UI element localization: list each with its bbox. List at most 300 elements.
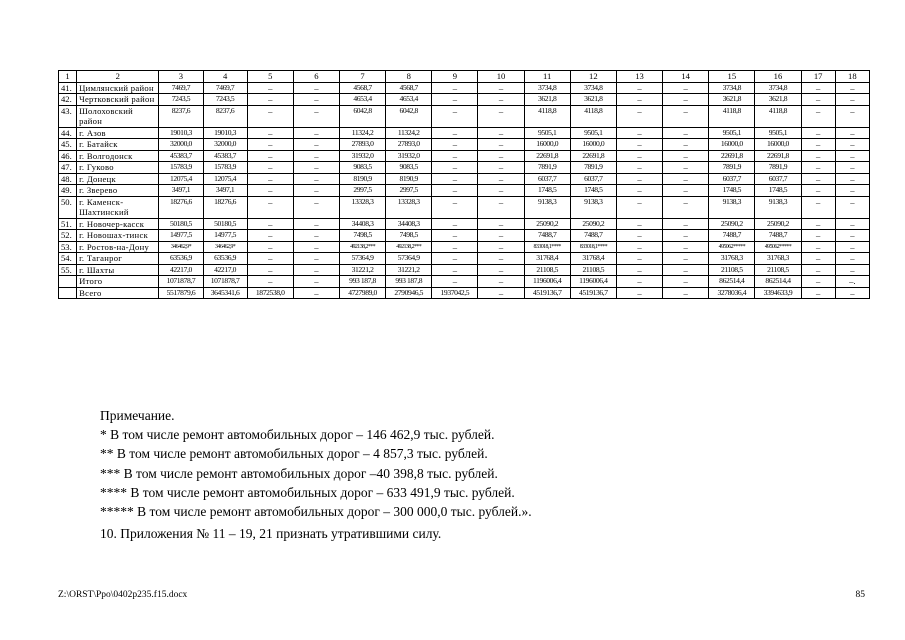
value-cell: – — [432, 127, 478, 139]
value-cell: – — [616, 173, 662, 185]
value-cell: – — [801, 276, 835, 288]
value-cell: – — [835, 241, 869, 253]
footer-file-path: Z:\ORST\Ppo\0402p235.f15.docx — [58, 590, 188, 600]
value-cell: – — [293, 162, 339, 174]
value-cell: – — [835, 230, 869, 242]
value-cell: – — [432, 196, 478, 218]
value-cell: – — [616, 139, 662, 151]
value-cell: 25090,2 — [709, 218, 755, 230]
value-cell: 4118,8 — [755, 105, 801, 127]
column-header: 17 — [801, 71, 835, 83]
value-cell: – — [293, 105, 339, 127]
notes-title: Примечание. — [100, 408, 175, 423]
value-cell: 8190,9 — [339, 173, 385, 185]
value-cell: 50180,5 — [203, 218, 247, 230]
value-cell: 4519136,7 — [524, 287, 570, 299]
value-cell: – — [247, 241, 293, 253]
value-cell: –. — [835, 276, 869, 288]
value-cell: 492138,2*** — [339, 241, 385, 253]
value-cell: 14977,5 — [203, 230, 247, 242]
value-cell: 9505,1 — [755, 127, 801, 139]
row-number-cell: 51. — [59, 218, 77, 230]
value-cell: – — [801, 196, 835, 218]
municipality-cell: г. Новочер-касск — [77, 218, 159, 230]
municipality-cell: г. Донецк — [77, 173, 159, 185]
column-header: 10 — [478, 71, 524, 83]
value-cell: 7243,5 — [203, 94, 247, 106]
value-cell: 1748,5 — [570, 185, 616, 197]
column-header: 7 — [339, 71, 385, 83]
value-cell: – — [801, 218, 835, 230]
municipality-cell: г. Азов — [77, 127, 159, 139]
row-number-cell: 48. — [59, 173, 77, 185]
value-cell: 57364,9 — [339, 253, 385, 265]
value-cell: – — [432, 173, 478, 185]
value-cell: 32000,0 — [159, 139, 203, 151]
value-cell: – — [663, 230, 709, 242]
value-cell: 4118,8 — [524, 105, 570, 127]
value-cell: 6037,7 — [755, 173, 801, 185]
value-cell: – — [478, 287, 524, 299]
value-cell: – — [247, 162, 293, 174]
value-cell: – — [432, 253, 478, 265]
table-row — [59, 230, 870, 242]
value-cell: 27893,0 — [339, 139, 385, 151]
value-cell: 1071878,7 — [203, 276, 247, 288]
column-header: 2 — [77, 71, 159, 83]
value-cell: 16000,0 — [755, 139, 801, 151]
value-cell: 25090,2 — [570, 218, 616, 230]
row-number-cell: 44. — [59, 127, 77, 139]
value-cell: 6037,7 — [709, 173, 755, 185]
value-cell: 2790946,5 — [386, 287, 432, 299]
value-cell: – — [247, 173, 293, 185]
value-cell: 7488,7 — [524, 230, 570, 242]
value-cell: 57364,9 — [386, 253, 432, 265]
value-cell: 993 187,8 — [386, 276, 432, 288]
value-cell: – — [478, 264, 524, 276]
value-cell: – — [478, 276, 524, 288]
value-cell: – — [663, 150, 709, 162]
value-cell: – — [616, 105, 662, 127]
value-cell: 16000,0 — [524, 139, 570, 151]
value-cell: – — [616, 276, 662, 288]
column-header: 18 — [835, 71, 869, 83]
row-number-cell: 55. — [59, 264, 77, 276]
value-cell: – — [478, 82, 524, 94]
value-cell: – — [663, 82, 709, 94]
value-cell: 22691,8 — [709, 150, 755, 162]
municipality-cell: г. Шахты — [77, 264, 159, 276]
municipality-cell: г. Батайск — [77, 139, 159, 151]
value-cell: 833018,1**** — [524, 241, 570, 253]
value-cell: 9083,5 — [339, 162, 385, 174]
value-cell: 8190,9 — [386, 173, 432, 185]
value-cell: 9138,3 — [709, 196, 755, 218]
table-row — [59, 241, 870, 253]
value-cell: – — [663, 276, 709, 288]
municipality-cell: Цимлянский район — [77, 82, 159, 94]
value-cell: 11324,2 — [339, 127, 385, 139]
value-cell: 1748,5 — [709, 185, 755, 197]
value-cell: – — [835, 287, 869, 299]
municipality-cell: г. Каменск-Шахтинский — [77, 196, 159, 218]
value-cell: – — [801, 230, 835, 242]
table-row — [59, 162, 870, 174]
value-cell: 6042,8 — [386, 105, 432, 127]
value-cell: 13328,3 — [339, 196, 385, 218]
value-cell: – — [801, 139, 835, 151]
value-cell: 7498,5 — [339, 230, 385, 242]
value-cell: 8237,6 — [159, 105, 203, 127]
value-cell: 7891,9 — [755, 162, 801, 174]
value-cell: 31768,3 — [709, 253, 755, 265]
value-cell: 3734,8 — [570, 82, 616, 94]
value-cell: 1071878,7 — [159, 276, 203, 288]
value-cell: 32000,0 — [203, 139, 247, 151]
value-cell: 9138,3 — [524, 196, 570, 218]
value-cell: – — [835, 196, 869, 218]
value-cell: – — [801, 253, 835, 265]
value-cell: 31768,3 — [755, 253, 801, 265]
note-line-2: ** В том числе ремонт автомобильных дорог – 4 857,3 тыс. рублей. — [100, 446, 488, 462]
value-cell: 495062***** — [709, 241, 755, 253]
value-cell: 833018,1**** — [570, 241, 616, 253]
value-cell: – — [616, 253, 662, 265]
value-cell: 4653,4 — [339, 94, 385, 106]
value-cell: 1196006,4 — [524, 276, 570, 288]
municipality-cell: г. Волгодонск — [77, 150, 159, 162]
value-cell: 34408,3 — [386, 218, 432, 230]
column-header: 15 — [709, 71, 755, 83]
value-cell: 22691,8 — [524, 150, 570, 162]
value-cell: – — [801, 162, 835, 174]
value-cell: – — [247, 196, 293, 218]
value-cell: – — [293, 185, 339, 197]
column-header: 1 — [59, 71, 77, 83]
value-cell: – — [801, 287, 835, 299]
value-cell: – — [432, 139, 478, 151]
table-row — [59, 218, 870, 230]
value-cell: 31221,2 — [386, 264, 432, 276]
value-cell: – — [293, 287, 339, 299]
value-cell: 22691,8 — [755, 150, 801, 162]
value-cell: 3497,1 — [159, 185, 203, 197]
value-cell: 11324,2 — [386, 127, 432, 139]
value-cell: 7488,7 — [570, 230, 616, 242]
value-cell: – — [663, 162, 709, 174]
table-row — [59, 82, 870, 94]
value-cell: – — [616, 241, 662, 253]
row-number-cell: 41. — [59, 82, 77, 94]
value-cell: – — [616, 196, 662, 218]
table-row — [59, 196, 870, 218]
municipality-cell: Чертковский район — [77, 94, 159, 106]
value-cell: 3497,1 — [203, 185, 247, 197]
value-cell: – — [478, 105, 524, 127]
value-cell: – — [247, 185, 293, 197]
value-cell: – — [835, 218, 869, 230]
value-cell: 25090,2 — [524, 218, 570, 230]
value-cell: 63536,9 — [203, 253, 247, 265]
value-cell: – — [293, 173, 339, 185]
value-cell: 3394633,9 — [755, 287, 801, 299]
table-row — [59, 127, 870, 139]
value-cell: – — [293, 253, 339, 265]
column-header: 9 — [432, 71, 478, 83]
row-number-cell — [59, 276, 77, 288]
value-cell: – — [801, 150, 835, 162]
value-cell: – — [663, 127, 709, 139]
value-cell: 6042,8 — [339, 105, 385, 127]
value-cell: – — [293, 218, 339, 230]
value-cell: 346462,9* — [159, 241, 203, 253]
value-cell: – — [663, 241, 709, 253]
value-cell: – — [293, 196, 339, 218]
value-cell: – — [432, 230, 478, 242]
value-cell: 3734,8 — [524, 82, 570, 94]
value-cell: 12075,4 — [203, 173, 247, 185]
value-cell: 42217,0 — [203, 264, 247, 276]
value-cell: – — [801, 127, 835, 139]
value-cell: 13328,3 — [386, 196, 432, 218]
column-header: 6 — [293, 71, 339, 83]
value-cell: – — [801, 94, 835, 106]
value-cell: 19010,3 — [159, 127, 203, 139]
value-cell: – — [247, 105, 293, 127]
table-row — [59, 185, 870, 197]
value-cell: 862514,4 — [709, 276, 755, 288]
value-cell: – — [478, 139, 524, 151]
value-cell: 7488,7 — [755, 230, 801, 242]
value-cell: – — [293, 127, 339, 139]
municipality-cell: Итого — [77, 276, 159, 288]
value-cell: 9505,1 — [709, 127, 755, 139]
value-cell: – — [293, 276, 339, 288]
value-cell: – — [247, 230, 293, 242]
value-cell: – — [616, 127, 662, 139]
table-row — [59, 105, 870, 127]
value-cell: 3621,8 — [570, 94, 616, 106]
value-cell: – — [801, 241, 835, 253]
municipality-cell: Шолоховский район — [77, 105, 159, 127]
value-cell: 9083,5 — [386, 162, 432, 174]
value-cell: – — [663, 264, 709, 276]
column-header: 14 — [663, 71, 709, 83]
value-cell: 21108,5 — [570, 264, 616, 276]
value-cell: 16000,0 — [709, 139, 755, 151]
row-number-cell: 53. — [59, 241, 77, 253]
table-row — [59, 173, 870, 185]
value-cell: – — [478, 241, 524, 253]
value-cell: 45383,7 — [159, 150, 203, 162]
value-cell: – — [663, 94, 709, 106]
table-row — [59, 150, 870, 162]
row-number-cell: 45. — [59, 139, 77, 151]
value-cell: 12075,4 — [159, 173, 203, 185]
column-header: 16 — [755, 71, 801, 83]
value-cell: 34408,3 — [339, 218, 385, 230]
value-cell: 3621,8 — [755, 94, 801, 106]
value-cell: 25090,2 — [755, 218, 801, 230]
column-header: 3 — [159, 71, 203, 83]
column-header: 8 — [386, 71, 432, 83]
row-number-cell: 42. — [59, 94, 77, 106]
value-cell: – — [616, 162, 662, 174]
value-cell: 21108,5 — [755, 264, 801, 276]
value-cell: – — [478, 253, 524, 265]
value-cell: – — [247, 264, 293, 276]
row-number-cell: 52. — [59, 230, 77, 242]
value-cell: – — [293, 139, 339, 151]
value-cell: – — [432, 162, 478, 174]
row-number-cell: 43. — [59, 105, 77, 127]
column-header: 4 — [203, 71, 247, 83]
value-cell: 9505,1 — [524, 127, 570, 139]
value-cell: – — [293, 230, 339, 242]
table-row — [59, 276, 870, 288]
value-cell: 7469,7 — [203, 82, 247, 94]
value-cell: – — [432, 264, 478, 276]
municipality-cell: Всего — [77, 287, 159, 299]
value-cell: – — [663, 185, 709, 197]
value-cell: – — [432, 276, 478, 288]
value-cell: 3734,8 — [755, 82, 801, 94]
value-cell: 45383,7 — [203, 150, 247, 162]
value-cell: 1748,5 — [524, 185, 570, 197]
value-cell: – — [247, 127, 293, 139]
value-cell: – — [663, 139, 709, 151]
value-cell: – — [616, 82, 662, 94]
note-line-5: ***** В том числе ремонт автомобильных дорог – 300 000,0 тыс. рублей.». — [100, 504, 532, 520]
value-cell: – — [616, 230, 662, 242]
value-cell: – — [247, 82, 293, 94]
value-cell: – — [478, 185, 524, 197]
value-cell: 31768,4 — [570, 253, 616, 265]
value-cell: 3734,8 — [709, 82, 755, 94]
value-cell: – — [835, 173, 869, 185]
value-cell: 346462,9* — [203, 241, 247, 253]
value-cell: – — [478, 162, 524, 174]
value-cell: 7891,9 — [570, 162, 616, 174]
value-cell: 4568,7 — [339, 82, 385, 94]
value-cell: 27893,0 — [386, 139, 432, 151]
municipality-cell: г. Ростов-на-Дону — [77, 241, 159, 253]
value-cell: – — [478, 218, 524, 230]
value-cell: 4727989,0 — [339, 287, 385, 299]
value-cell: 7469,7 — [159, 82, 203, 94]
value-cell: 21108,5 — [709, 264, 755, 276]
value-cell: – — [801, 185, 835, 197]
value-cell: – — [247, 276, 293, 288]
value-cell: 495062***** — [755, 241, 801, 253]
value-cell: – — [835, 127, 869, 139]
value-cell: – — [478, 94, 524, 106]
value-cell: 2997,5 — [339, 185, 385, 197]
value-cell: 1937042,5 — [432, 287, 478, 299]
value-cell: – — [663, 287, 709, 299]
value-cell: – — [432, 185, 478, 197]
value-cell: – — [801, 173, 835, 185]
value-cell: 4118,8 — [709, 105, 755, 127]
value-cell: – — [801, 82, 835, 94]
value-cell: 9138,3 — [570, 196, 616, 218]
row-number-cell: 46. — [59, 150, 77, 162]
value-cell: 31932,0 — [386, 150, 432, 162]
value-cell: – — [247, 139, 293, 151]
value-cell: – — [293, 264, 339, 276]
value-cell: – — [663, 253, 709, 265]
row-number-cell: 47. — [59, 162, 77, 174]
value-cell: – — [293, 94, 339, 106]
value-cell: – — [478, 196, 524, 218]
municipality-cell: г. Гуково — [77, 162, 159, 174]
value-cell: 42217,0 — [159, 264, 203, 276]
value-cell: – — [293, 82, 339, 94]
value-cell: – — [616, 185, 662, 197]
value-cell: 3278036,4 — [709, 287, 755, 299]
value-cell: 4118,8 — [570, 105, 616, 127]
value-cell: – — [616, 287, 662, 299]
row-number-cell — [59, 287, 77, 299]
column-header: 13 — [616, 71, 662, 83]
value-cell: – — [432, 94, 478, 106]
value-cell: 31768,4 — [524, 253, 570, 265]
value-cell: 50180,5 — [159, 218, 203, 230]
value-cell: – — [616, 150, 662, 162]
value-cell: – — [478, 127, 524, 139]
value-cell: – — [835, 162, 869, 174]
value-cell: – — [478, 230, 524, 242]
table-row — [59, 287, 870, 299]
value-cell: 22691,8 — [570, 150, 616, 162]
value-cell: 3621,8 — [524, 94, 570, 106]
value-cell: – — [663, 196, 709, 218]
row-number-cell: 54. — [59, 253, 77, 265]
value-cell: – — [801, 264, 835, 276]
value-cell: 15783,9 — [203, 162, 247, 174]
value-cell: 18276,6 — [203, 196, 247, 218]
value-cell: 4519136,7 — [570, 287, 616, 299]
note-line-3: *** В том числе ремонт автомобильных дорог –40 398,8 тыс. рублей. — [100, 465, 498, 481]
value-cell: – — [247, 218, 293, 230]
value-cell: 6037,7 — [570, 173, 616, 185]
value-cell: 1872538,0 — [247, 287, 293, 299]
value-cell: – — [616, 218, 662, 230]
column-header: 5 — [247, 71, 293, 83]
value-cell: – — [247, 94, 293, 106]
value-cell: 15783,9 — [159, 162, 203, 174]
value-cell: – — [801, 105, 835, 127]
value-cell: – — [478, 173, 524, 185]
value-cell: – — [663, 218, 709, 230]
value-cell: – — [293, 150, 339, 162]
value-cell: 9505,1 — [570, 127, 616, 139]
value-cell: 8237,6 — [203, 105, 247, 127]
value-cell: 1748,5 — [755, 185, 801, 197]
value-cell: – — [478, 150, 524, 162]
column-header: 12 — [570, 71, 616, 83]
value-cell: 492138,2*** — [386, 241, 432, 253]
value-cell: – — [432, 150, 478, 162]
value-cell: – — [247, 150, 293, 162]
municipality-cell: г. Новошах-тинск — [77, 230, 159, 242]
value-cell: – — [432, 241, 478, 253]
value-cell: – — [835, 253, 869, 265]
value-cell: – — [835, 264, 869, 276]
value-cell: 6037,7 — [524, 173, 570, 185]
value-cell: – — [835, 82, 869, 94]
